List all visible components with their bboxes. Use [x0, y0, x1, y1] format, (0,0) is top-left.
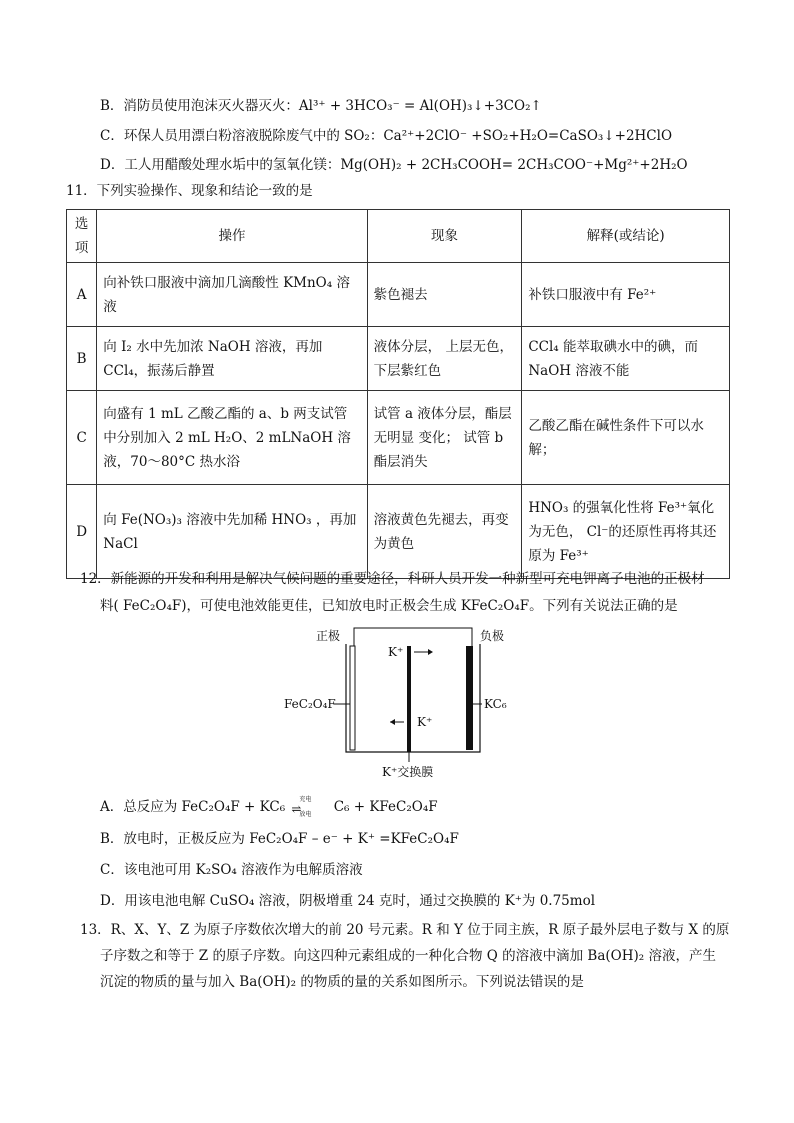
- table-header-row: [67, 210, 730, 263]
- row-phenomenon: 紫色褪去: [367, 263, 522, 327]
- ion-top-label: K⁺: [388, 645, 404, 659]
- positive-electrode: [350, 646, 355, 750]
- positive-label: 正极: [316, 629, 341, 643]
- table-row: [67, 485, 730, 579]
- q10-option-b: B．消防员使用泡沫灭火器灭火：Al³⁺ + 3HCO₃⁻ = Al(OH)₃↓+3CO₂↑: [100, 98, 542, 114]
- header-conclusion: 解释(或结论): [522, 210, 730, 263]
- table-row: [67, 327, 730, 391]
- q12-option-a-prefix: A．总反应为 FeC₂O₄F + KC₆: [100, 799, 286, 815]
- arrow-charge-label: 充电: [299, 795, 312, 803]
- q10-option-c: C．环保人员用漂白粉溶液脱除废气中的 SO₂：Ca²⁺+2ClO⁻ +SO₂+H₂O=CaSO₃↓+2HClO: [100, 128, 673, 144]
- q13-line1: 13．R、X、Y、Z 为原子序数依次增大的前 20 号元素。R 和 Y 位于同主族，R 原子最外层电子数与 X 的原: [80, 922, 730, 938]
- row-operation: 向 I₂ 水中先加浓 NaOH 溶液，再加 CCl₄，振荡后静置: [97, 327, 367, 391]
- q12-stem-line1: 12．新能源的开发和利用是解决气候问题的重要途径，科研人员开发一种新型可充电钾离子电池的正极材: [80, 571, 705, 587]
- q13-line3: 沉淀的物质的量与加入 Ba(OH)₂ 的物质的量的关系如图所示。下列说法错误的是: [100, 974, 584, 990]
- reversible-arrow: [289, 795, 329, 818]
- negative-electrode: [466, 646, 473, 750]
- row-operation: 向盛有 1 mL 乙酸乙酯的 a、b 两支试管中分别加入 2 mL H₂O、2 mLNaOH 溶液，70～80°C 热水浴: [97, 391, 367, 485]
- external-circuit-wire: [354, 628, 472, 646]
- q12-option-c: C．该电池可用 K₂SO₄ 溶液作为电解质溶液: [100, 862, 363, 878]
- header-phenomenon: 现象: [367, 210, 522, 263]
- q10-option-d: D．工人用醋酸处理水垢中的氢氧化镁：Mg(OH)₂ + 2CH₃COOH= 2CH₃COO⁻+Mg²⁺+2H₂O: [100, 157, 688, 173]
- membrane-label: K⁺交换膜: [382, 765, 434, 779]
- q13-line2: 子序数之和等于 Z 的原子序数。向这四种元素组成的一种化合物 Q 的溶液中滴加 Ba(OH)₂ 溶液，产生: [100, 948, 716, 964]
- arrow-right-head: [428, 649, 433, 655]
- row-phenomenon: 试管 a 液体分层，酯层无明显 变化； 试管 b 酯层消失: [367, 391, 522, 485]
- q12-option-d: D．用该电池电解 CuSO₄ 溶液，阴极增重 24 克时，通过交换膜的 K⁺为 0.75mol: [100, 893, 596, 909]
- row-option: A: [67, 263, 97, 327]
- row-option: B: [67, 327, 97, 391]
- row-operation: 向补铁口服液中滴加几滴酸性 KMnO₄ 溶液: [97, 263, 367, 327]
- row-conclusion: 补铁口服液中有 Fe²⁺: [522, 263, 730, 327]
- row-phenomenon: 溶液黄色先褪去，再变为黄色: [367, 485, 522, 579]
- arrow-left-head: [390, 719, 395, 725]
- header-option: 选项: [67, 210, 97, 263]
- header-operation: 操作: [97, 210, 367, 263]
- q11-table: [66, 209, 730, 579]
- table-row: [67, 263, 730, 327]
- row-phenomenon: 液体分层， 上层无色，下层紫红色: [367, 327, 522, 391]
- cell-container: [346, 644, 480, 752]
- arrow-discharge-label: 放电: [299, 810, 312, 818]
- ion-bottom-label: K⁺: [417, 715, 433, 729]
- row-option: C: [67, 391, 97, 485]
- row-operation: 向 Fe(NO₃)₃ 溶液中先加稀 HNO₃ ，再加 NaCl: [97, 485, 367, 579]
- q12-option-a: [100, 797, 438, 818]
- ion-exchange-membrane: [407, 646, 411, 752]
- q12-option-a-suffix: C₆ + KFeC₂O₄F: [333, 799, 438, 815]
- row-option: D: [67, 485, 97, 579]
- q11-stem: 11．下列实验操作、现象和结论一致的是: [66, 183, 313, 199]
- q12-option-b: B．放电时，正极反应为 FeC₂O₄F – e⁻ + K⁺ =KFeC₂O₄F: [100, 831, 459, 847]
- negative-label: 负极: [480, 629, 505, 643]
- right-material-label: KC₆: [484, 697, 507, 711]
- left-material-label: FeC₂O₄F: [284, 697, 336, 711]
- equilibrium-arrow-icon: ⇌: [291, 801, 302, 816]
- q12-stem-line2: 料( FeC₂O₄F)，可使电池效能更佳，已知放电时正极会生成 KFeC₂O₄F。下列有关说法正确的是: [100, 598, 678, 614]
- table-row: [67, 391, 730, 485]
- battery-diagram: [280, 622, 520, 782]
- row-conclusion: CCl₄ 能萃取碘水中的碘，而 NaOH 溶液不能: [522, 327, 730, 391]
- row-conclusion: HNO₃ 的强氧化性将 Fe³⁺氧化为无色， Cl⁻的还原性再将其还原为 Fe³⁺: [522, 485, 730, 579]
- row-conclusion: 乙酸乙酯在碱性条件下可以水解；: [522, 391, 730, 485]
